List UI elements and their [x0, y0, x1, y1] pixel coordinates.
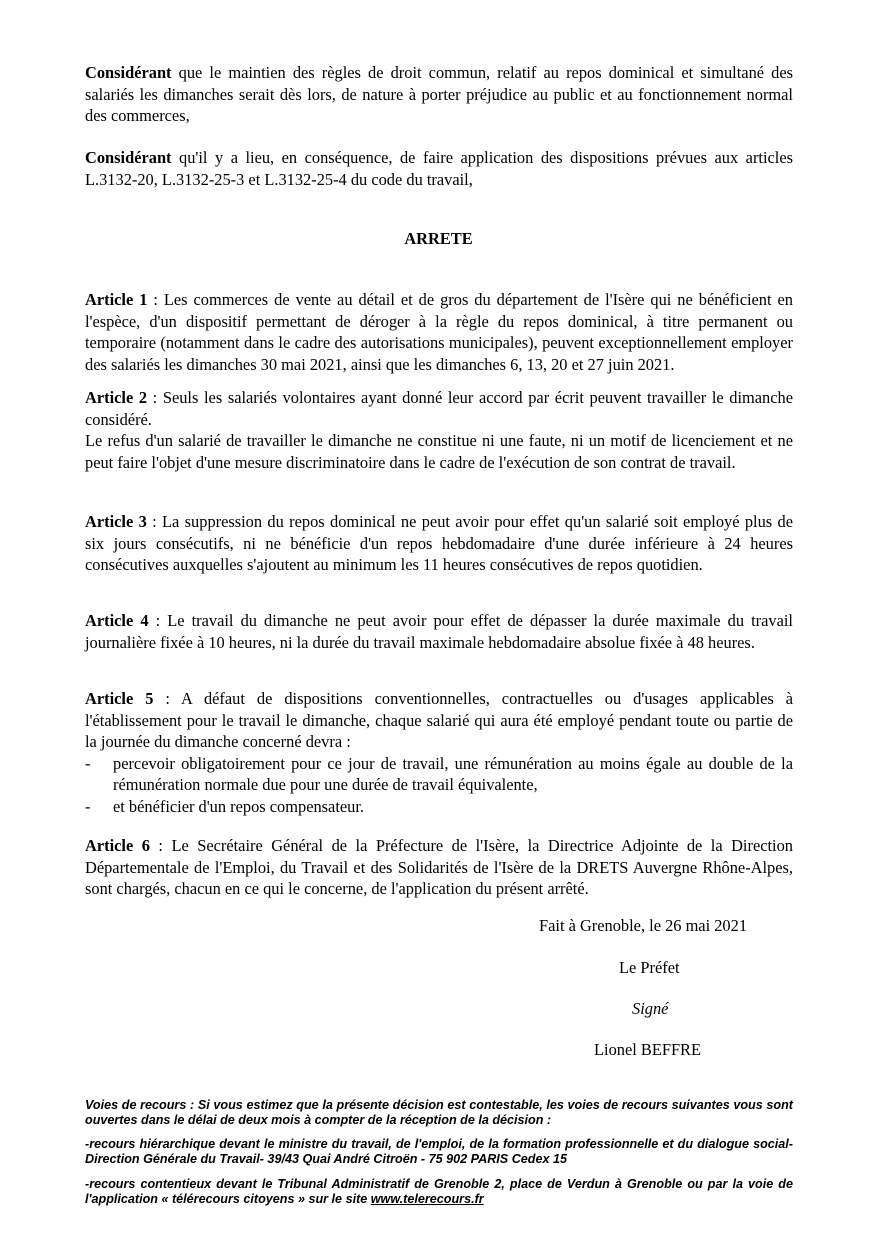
article-1: [85, 289, 793, 375]
considerant-lead: Considérant: [85, 148, 172, 167]
article-2: [85, 387, 793, 473]
article-label: Article 5: [85, 689, 154, 708]
bullet-dash: -: [85, 753, 91, 773]
signature-name: Lionel BEFFRE: [594, 1040, 702, 1059]
footer-recourse-contentieux: [85, 1177, 793, 1206]
considerant-lead: Considérant: [85, 63, 172, 82]
bullet-dash: -: [85, 796, 91, 816]
article-text: : La suppression du repos dominical ne peut avoir pour effet qu'un salarié soit employé plus de six jours consécutifs, ni ne bénéficie d'un repos hebdomadaire d'une durée inférieure à 24 heures consécutives auxquelles s'ajoutent au minimum les 11 heures consécutives de repos quotidien.: [85, 512, 793, 574]
article-label: Article 2: [85, 388, 148, 407]
considerant-1: [85, 62, 793, 127]
footer-recourse-hierarchique: -recours hiérarchique devant le ministre du travail, de l'emploi, de la formation professionnelle et du dialogue social- Direction Générale du Travail- 39/43 Quai André Citroën - 75 902 PARIS Cedex 15: [85, 1137, 793, 1166]
article-label: Article 4: [85, 611, 149, 630]
article-text: : A défaut de dispositions conventionnelles, contractuelles ou d'usages applicables à l'établissement pour le travail le dimanche, chaque salarié qui aura été employé pendant toute ou partie de la journée du dimanche concerné devra :: [85, 689, 793, 751]
article-5: [85, 688, 793, 817]
signature-signed: Signé: [632, 999, 669, 1018]
considerant-2: [85, 147, 793, 190]
signature-role: Le Préfet: [619, 958, 680, 977]
list-item-text: et bénéficier d'un repos compensateur.: [113, 796, 364, 816]
article-3: [85, 511, 793, 576]
considerant-text: que le maintien des règles de droit commun, relatif au repos dominical et simultané des salariés les dimanches serait dès lors, de nature à porter préjudice au public et au fonctionnement normal des commerces,: [85, 63, 793, 125]
telerecours-link[interactable]: www.telerecours.fr: [370, 1191, 484, 1206]
article-6: [85, 835, 793, 900]
considerant-text: qu'il y a lieu, en conséquence, de faire application des dispositions prévues aux articles L.3132-20, L.3132-25-3 et L.3132-25-4 du code du travail,: [85, 148, 793, 189]
list-item: [85, 796, 793, 818]
article-text: : Le Secrétaire Général de la Préfecture de l'Isère, la Directrice Adjointe de la Direction Départementale de l'Emploi, du Travail et des Solidarités de l'Isère de la DRETS Auvergne Rhône-Alpes, sont chargés, chacun en ce qui le concerne, de l'application du présent arrêté.: [85, 836, 793, 898]
list-item-text: percevoir obligatoirement pour ce jour de travail, une rémunération au moins égale au double de la rémunération normale due pour une durée de travail équivalente,: [113, 753, 793, 794]
article-4: [85, 610, 793, 653]
article-text: : Seuls les salariés volontaires ayant donné leur accord par écrit peuvent travailler le dimanche considéré.: [85, 388, 793, 429]
article-text: : Les commerces de vente au détail et de gros du département de l'Isère qui ne bénéficient en l'espèce, d'un dispositif permettant de déroger à la règle du repos dominical, à titre permanent ou temporaire (notamment dans le cadre des autorisations municipales), peuvent exceptionnellement employer des salariés les dimanches 30 mai 2021, ainsi que les dimanches 6, 13, 20 et 27 juin 2021.: [85, 290, 793, 374]
footer-contentieux-text: -recours contentieux devant le Tribunal Administratif de Grenoble 2, place de Verdun à Grenoble ou par la voie de l'application « télérecours citoyens » sur le site: [85, 1177, 793, 1206]
article-label: Article 6: [85, 836, 150, 855]
article-text-continued: Le refus d'un salarié de travailler le dimanche ne constitue ni une faute, ni un motif de licenciement et ne peut faire l'objet d'une mesure discriminatoire dans le cadre de l'exécution de son contrat de travail.: [85, 431, 793, 472]
footer-recourse-intro: Voies de recours : Si vous estimez que la présente décision est contestable, les voies de recours suivantes vous sont ouvertes dans le délai de deux mois à compter de la réception de la décision :: [85, 1098, 793, 1127]
article-label: Article 1: [85, 290, 148, 309]
list-item: [85, 753, 793, 796]
article-text: : Le travail du dimanche ne peut avoir pour effet de dépasser la durée maximale du travail journalière fixée à 10 heures, ni la durée du travail maximale hebdomadaire absolue fixée à 48 heures.: [85, 611, 793, 652]
signature-place-date: Fait à Grenoble, le 26 mai 2021: [539, 916, 748, 935]
decision-title: ARRETE: [404, 229, 473, 248]
article-label: Article 3: [85, 512, 147, 531]
article-5-list: [85, 753, 793, 818]
